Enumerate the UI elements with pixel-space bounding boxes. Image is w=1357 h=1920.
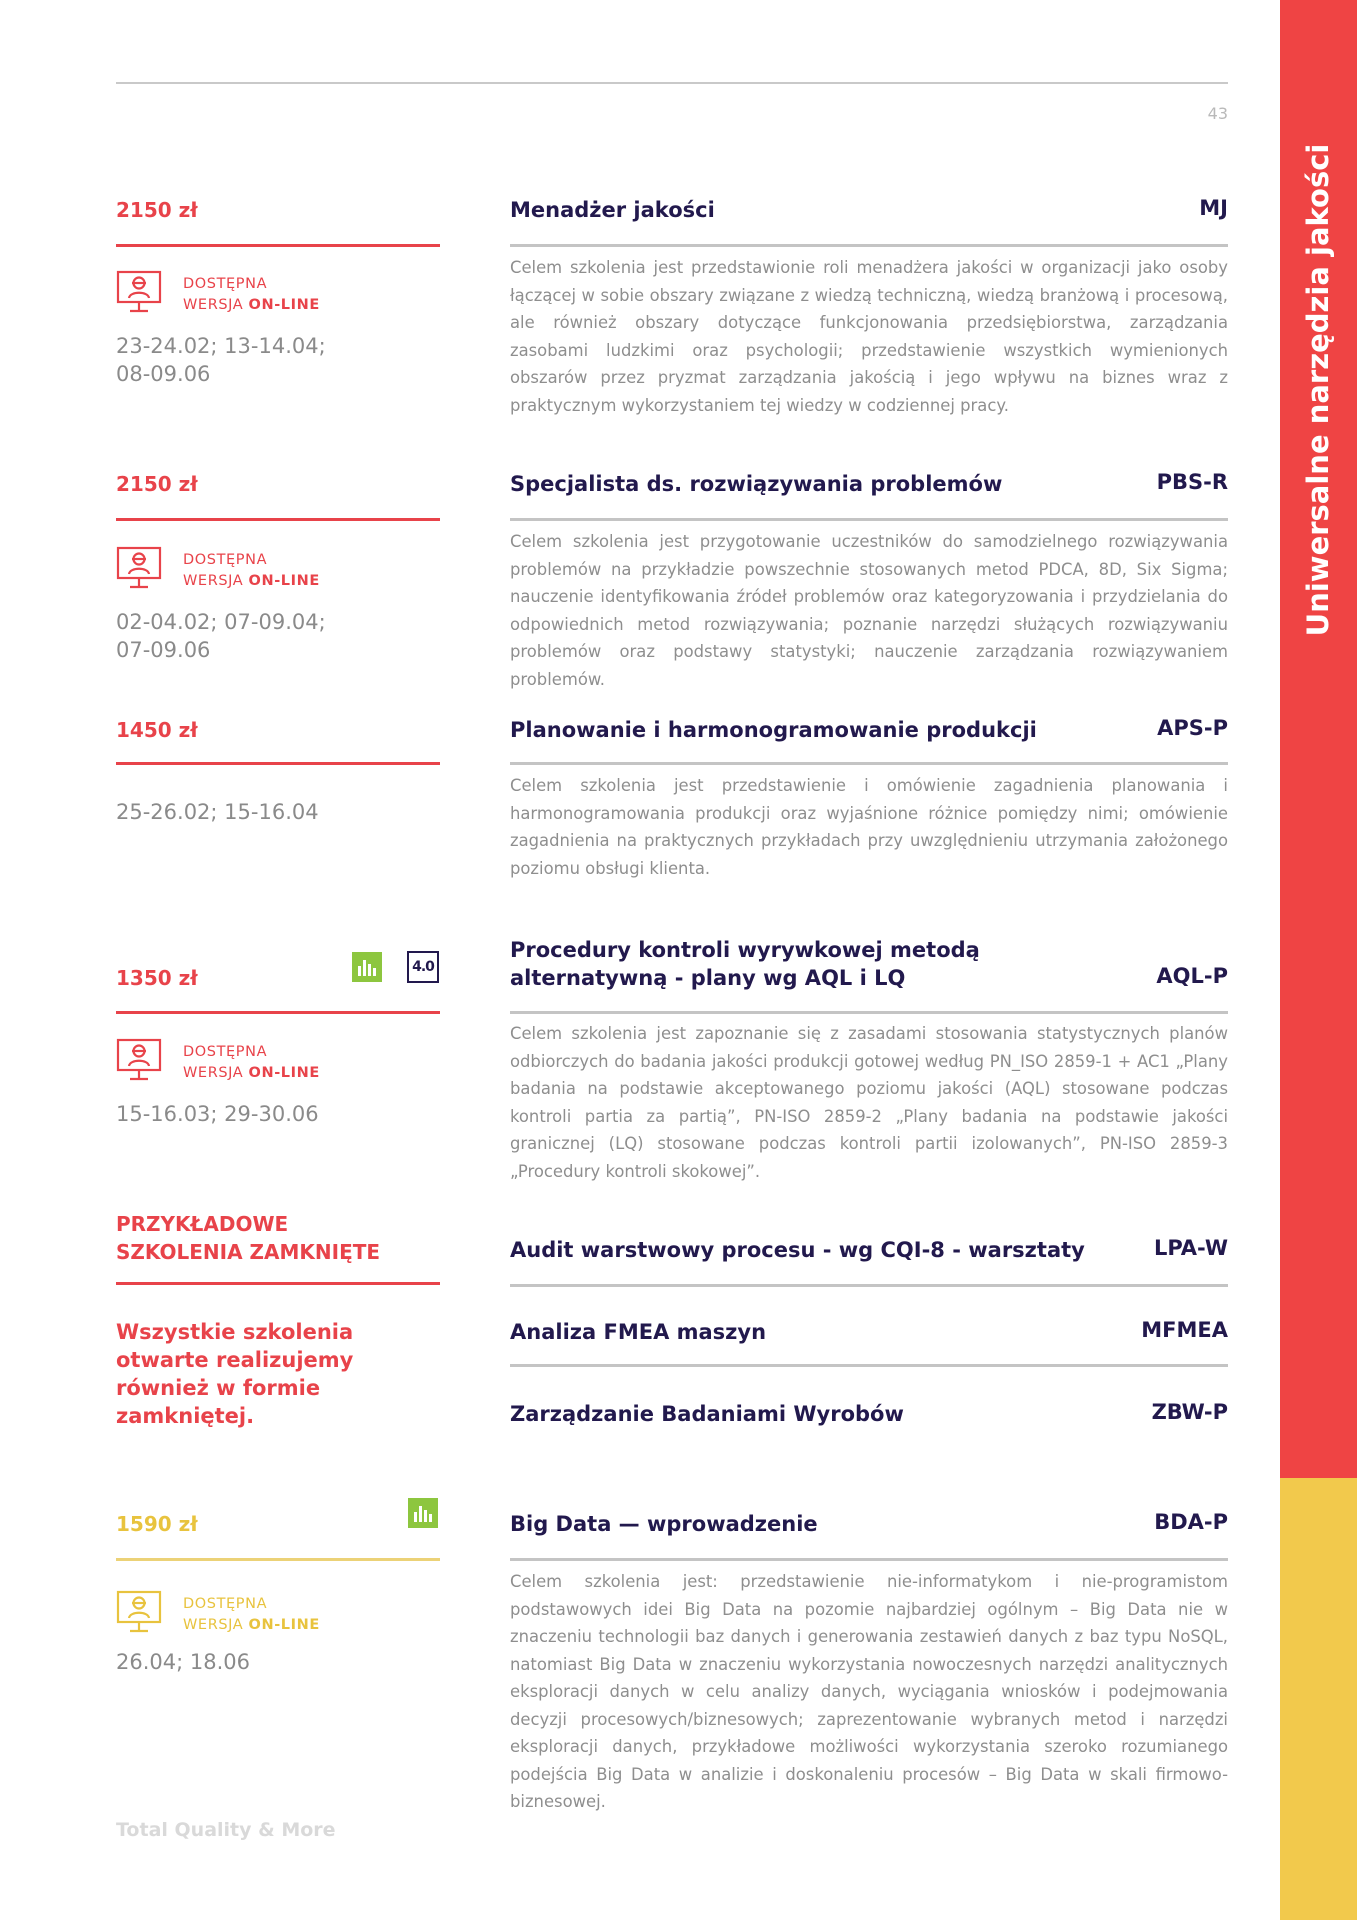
dates-line: 02-04.02; 07-09.04; [116, 610, 326, 634]
closed-heading-line: PRZYKŁADOWE [116, 1212, 289, 1236]
online-bold: ON-LINE [248, 1617, 320, 1633]
dates-line: 15-16.03; 29-30.06 [116, 1102, 319, 1126]
course-code: AQL-P [1156, 964, 1228, 988]
course-title: Menadżer jakości [510, 198, 715, 222]
online-label [183, 1042, 320, 1084]
closed-item-code: ZBW-P [1151, 1400, 1228, 1424]
online-line1: DOSTĘPNA [183, 1044, 268, 1060]
online-availability [116, 1038, 440, 1086]
online-prefix: WERSJA [183, 1065, 249, 1081]
closed-rule [116, 1282, 440, 1285]
online-line2 [183, 1615, 320, 1636]
online-line2 [183, 571, 320, 592]
course-code: APS-P [1157, 716, 1228, 740]
bar-chart-icon [352, 952, 382, 982]
online-line1: DOSTĘPNA [183, 276, 268, 292]
online-bold: ON-LINE [248, 573, 320, 589]
title-rule [510, 1011, 1228, 1014]
course-price: 1450 zł [116, 718, 198, 742]
closed-item-title: Zarządzanie Badaniami Wyrobów [510, 1402, 904, 1426]
course-price: 2150 zł [116, 472, 198, 496]
price-rule [116, 1558, 440, 1561]
online-line2 [183, 1063, 320, 1084]
course-price: 2150 zł [116, 198, 198, 222]
online-bold: ON-LINE [248, 1065, 320, 1081]
online-monitor-icon [116, 270, 162, 314]
course-dates [116, 332, 326, 388]
course-description: Celem szkolenia jest przedstawienie i omówienie zagadnienia planowania i harmonogramowania produkcji oraz wyjaśnione różnice pomiędzy nimi; omówienie zagadnienia na praktycznych przykładach przy uwzględnieniu utrzymania założonego poziomu obsługi klienta. [510, 776, 1228, 878]
closed-item-title: Audit warstwowy procesu - wg CQI-8 - warsztaty [510, 1238, 1085, 1262]
online-bold: ON-LINE [248, 297, 320, 313]
closed-item-code: MFMEA [1141, 1318, 1228, 1342]
data-chart-badge-icon [408, 1498, 438, 1528]
title-rule [510, 518, 1228, 521]
closed-item-rule [510, 1284, 1228, 1287]
course-code: MJ [1199, 196, 1228, 220]
title-rule [510, 762, 1228, 765]
closed-item-rule [510, 1364, 1228, 1367]
course-description: Celem szkolenia jest przygotowanie uczestników do samodzielnego rozwiązywania problemów na przykładzie powszechnie stosowanych metod PDCA, 8D, Six Sigma; nauczenie identyfikowania źródeł problemów oraz kategoryzowania i przydzielania do odpowiednich metod rozwiązywania; poznanie narzędzi służących rozwiązywaniu problemów oraz podstawy statystyki; nauczenie zarządzania rozwiązywaniem problemów. [510, 532, 1228, 689]
closed-heading-line: SZKOLENIA ZAMKNIĘTE [116, 1240, 381, 1264]
course-dates [116, 608, 326, 664]
price-rule [116, 244, 440, 247]
online-prefix: WERSJA [183, 297, 249, 313]
online-availability [116, 546, 440, 594]
course-description: Celem szkolenia jest: przedstawienie nie-informatykom i nie-programistom podstawowych idei Big Data na pozomie najbardziej ogólnym – Big Data nie w znaczeniu technologii baz danych i generowania zestawień danych z baz typu NoSQL, natomiast Big Data w znaczeniu wykorzystania nowoczesnych narzędzi analitycznych eksploracji danych w celu analizy danych, wyciągania wniosków i podejmowania decyzji procesowych/biznesowych; zaprezentowanie wybranych metod i narzędzi eksploracji danych, przykładowe możliwości wykorzystania szeroko rozumianego podejścia Big Data w analizie i doskonaleniu procesów – Big Data w skali firmowo-biznesowej. [510, 1572, 1228, 1811]
online-prefix: WERSJA [183, 573, 249, 589]
online-monitor-icon [116, 1590, 162, 1634]
bar-chart-icon [408, 1498, 438, 1528]
online-line2 [183, 295, 320, 316]
course-dates: 26.04; 18.06 [116, 1650, 250, 1674]
course-title-line: alternatywną - plany wg AQL i LQ [510, 966, 906, 990]
online-availability [116, 1590, 440, 1638]
course-title-line: Procedury kontroli wyrywkowej metodą [510, 938, 980, 962]
side-bar-yellow [1280, 1478, 1357, 1920]
page-number: 43 [1207, 104, 1228, 123]
course-description: Celem szkolenia jest przedstawionie roli menadżera jakości w organizacji jako osoby łączącej w sobie obszary związane z wiedzą techniczną, wiedzą branżową i procesową, ale również obszary dotyczące funkcjonowania przedsiębiorstwa, zarządzania zasobami ludzkimi oraz psychologii; przedstawienie wszystkich wymienionych obszarów przez pryzmat zarządzania jakością i jego wpływu na biznes wraz z praktycznym wykorzystaniem tej wiedzy w codziennej pracy. [510, 258, 1228, 415]
course-description: Celem szkolenia jest zapoznanie się z zasadami stosowania statystycznych planów odbiorczych do badania jakości produkcji gotowej według PN_ISO 2859-1 + AC1 „Plany badania na podstawie akceptowanego poziomu jakości (AQL) stosowane podczas kontroli partia za partią”, PN-ISO 2859-2 „Plany badania na podstawie jakości granicznej (LQ) stosowane podczas kontroli partii izolowanych”, PN-ISO 2859-3 „Procedury kontroli skokowej”. [510, 1024, 1228, 1181]
course-code: BDA-P [1154, 1510, 1228, 1534]
course-dates [116, 798, 319, 826]
course-price: 1350 zł [116, 966, 198, 990]
dates-line: 25-26.02; 15-16.04 [116, 800, 319, 824]
course-code: PBS-R [1156, 470, 1228, 494]
dates-line: 07-09.06 [116, 638, 211, 662]
closed-heading [116, 1210, 380, 1266]
top-rule [116, 82, 1228, 84]
online-label [183, 550, 320, 592]
price-rule [116, 762, 440, 765]
course-title: Planowanie i harmonogramowanie produkcji [510, 718, 1037, 742]
online-monitor-icon [116, 1038, 162, 1082]
online-label [183, 274, 320, 316]
online-label [183, 1594, 320, 1636]
course-price: 1590 zł [116, 1512, 198, 1536]
closed-item-code: LPA-W [1153, 1236, 1228, 1260]
title-rule [510, 244, 1228, 247]
online-line1: DOSTĘPNA [183, 1596, 268, 1612]
online-line1: DOSTĘPNA [183, 552, 268, 568]
course-title: Big Data — wprowadzenie [510, 1512, 818, 1536]
online-availability [116, 270, 440, 318]
data-chart-badge-icon [352, 952, 382, 982]
dates-line: 08-09.06 [116, 362, 211, 386]
course-title [510, 936, 980, 992]
course-title: Specjalista ds. rozwiązywania problemów [510, 472, 1003, 496]
side-section-title: Uniwersalne narzędzia jakości [1301, 143, 1335, 637]
footer-brand: Total Quality & More [116, 1819, 336, 1841]
price-rule [116, 518, 440, 521]
closed-item-title: Analiza FMEA maszyn [510, 1320, 767, 1344]
title-rule [510, 1558, 1228, 1561]
course-dates [116, 1100, 319, 1128]
price-rule [116, 1011, 440, 1014]
online-monitor-icon [116, 546, 162, 590]
industry-40-badge-icon: 4.0 [407, 951, 439, 983]
closed-note: Wszystkie szkolenia otwarte realizujemy również w formie zamkniętej. [116, 1320, 354, 1428]
online-prefix: WERSJA [183, 1617, 249, 1633]
dates-line: 23-24.02; 13-14.04; [116, 334, 326, 358]
